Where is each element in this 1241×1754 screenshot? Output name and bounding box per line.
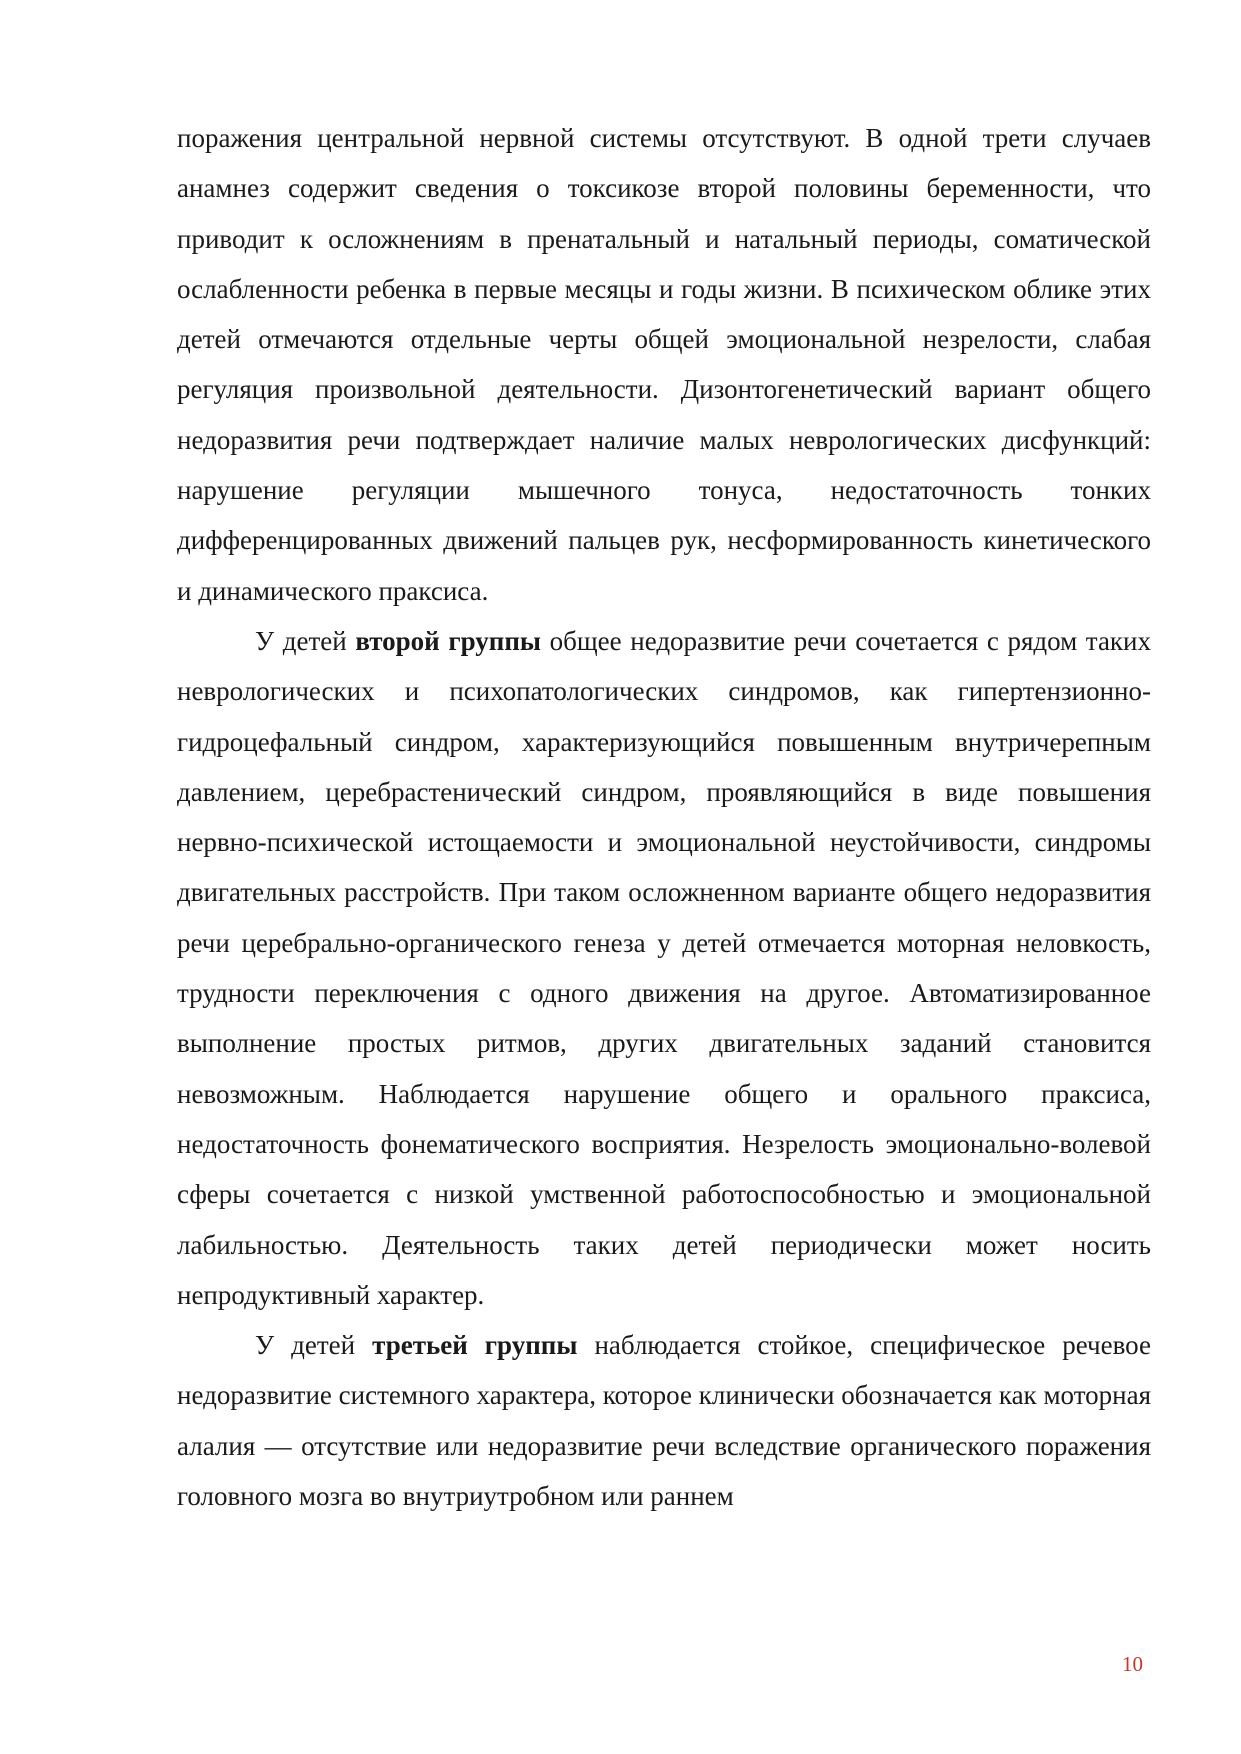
paragraph-2-emphasis: второй группы [355,625,541,656]
paragraph-2 [177,616,1151,1320]
paragraph-3 [177,1320,1151,1521]
paragraph-3-lead: У детей [255,1330,373,1361]
paragraph-3-text: наблюдается стойкое, специфическое речевое недоразвитие системного характера, которое клинически обозначается как моторная алалия — отсутствие или недоразвитие речи вследствие органического поражения головного мозга во внутриутробном или раннем [177,1330,1151,1512]
paragraph-2-text: общее недоразвитие речи сочетается с рядом таких неврологических и психопатологических синдромов, как гипертензионно-гидроцефальный синдром, характеризующийся повышенным внутричерепным давлением, церебрастенический синдром, проявляющийся в виде повышения нервно-психической истощаемости и эмоциональной неустойчивости, синдромы двигательных расстройств. При таком осложненном варианте общего недоразвития речи церебрально-органического генеза у детей отмечается моторная неловкость, трудности переключения с одного движения на другое. Автоматизированное выполнение простых ритмов, других двигательных заданий становится невозможным. Наблюдается нарушение общего и орального праксиса, недостаточность фонематического восприятия. Незрелость эмоционально-волевой сферы сочетается с низкой умственной работоспособностью и эмоциональной лабильностью. Деятельность таких детей периодически может носить непродуктивный характер. [177,625,1151,1310]
paragraph-2-lead: У детей [255,625,356,656]
paragraph-3-emphasis: третьей группы [372,1330,578,1361]
paragraph-1-text: поражения центральной нервной системы отсутствуют. В одной трети случаев анамнез содержит сведения о токсикозе второй половины беременности, что приводит к осложнениям в пренатальный и натальный периоды, соматической ослабленности ребенка в первые месяцы и годы жизни. В психическом облике этих детей отмечаются отдельные черты общей эмоциональной незрелости, слабая регуляция произвольной деятельности. Дизонтогенетический вариант общего недоразвития речи подтверждает наличие малых неврологических дисфункций: нарушение регуляции мышечного тонуса, недостаточность тонких дифференцированных движений пальцев рук, несформированность кинетического и динамического праксиса. [177,123,1151,606]
body-text [177,113,1151,1521]
page-number: 10 [1122,1652,1143,1676]
paragraph-1 [177,113,1151,616]
